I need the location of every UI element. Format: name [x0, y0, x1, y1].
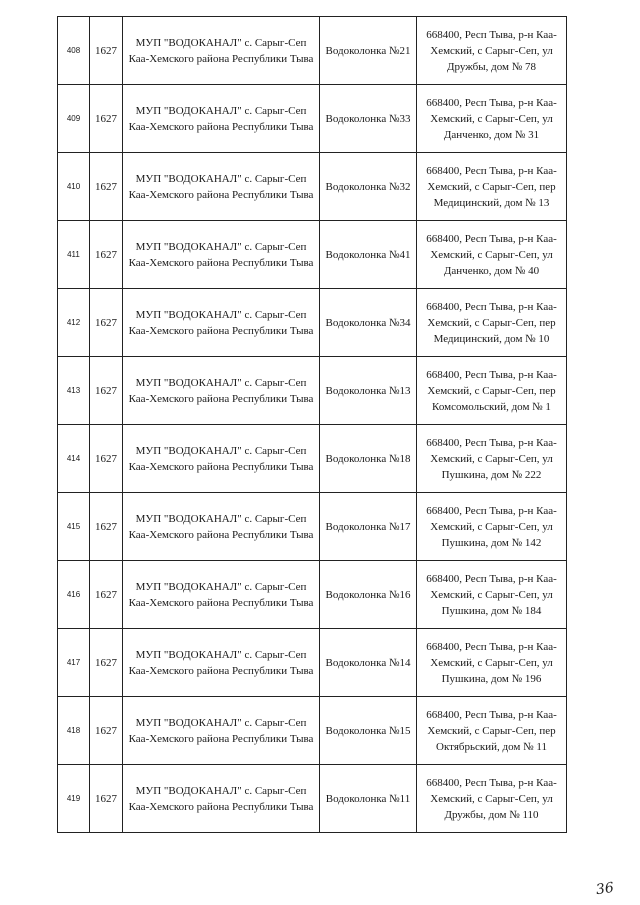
registry-table-body: [58, 17, 567, 833]
row-address: 668400, Респ Тыва, р-н Каа-Хемский, с Сарыг-Сеп, ул Дружбы, дом № 110: [417, 765, 567, 833]
row-owner: МУП "ВОДОКАНАЛ" с. Сарыг-Сеп Каа-Хемского района Республики Тыва: [123, 17, 320, 85]
row-address: 668400, Респ Тыва, р-н Каа-Хемский, с Сарыг-Сеп, пер Медицинский, дом № 10: [417, 289, 567, 357]
row-number: 410: [58, 153, 90, 221]
row-address: 668400, Респ Тыва, р-н Каа-Хемский, с Сарыг-Сеп, ул Пушкина, дом № 142: [417, 493, 567, 561]
row-owner: МУП "ВОДОКАНАЛ" с. Сарыг-Сеп Каа-Хемского района Республики Тыва: [123, 153, 320, 221]
table-row: [58, 357, 567, 425]
table-row: [58, 425, 567, 493]
row-address: 668400, Респ Тыва, р-н Каа-Хемский, с Сарыг-Сеп, пер Октябрьский, дом № 11: [417, 697, 567, 765]
row-object: Водоколонка №18: [320, 425, 417, 493]
row-code: 1627: [90, 221, 123, 289]
row-object: Водоколонка №16: [320, 561, 417, 629]
row-address: 668400, Респ Тыва, р-н Каа-Хемский, с Сарыг-Сеп, ул Данченко, дом № 40: [417, 221, 567, 289]
table-row: [58, 765, 567, 833]
table-row: [58, 629, 567, 697]
row-object: Водоколонка №14: [320, 629, 417, 697]
table-row: [58, 493, 567, 561]
row-number: 411: [58, 221, 90, 289]
row-code: 1627: [90, 629, 123, 697]
row-code: 1627: [90, 289, 123, 357]
row-number: 409: [58, 85, 90, 153]
row-owner: МУП "ВОДОКАНАЛ" с. Сарыг-Сеп Каа-Хемского района Республики Тыва: [123, 85, 320, 153]
row-code: 1627: [90, 357, 123, 425]
row-code: 1627: [90, 85, 123, 153]
row-owner: МУП "ВОДОКАНАЛ" с. Сарыг-Сеп Каа-Хемского района Республики Тыва: [123, 357, 320, 425]
row-object: Водоколонка №32: [320, 153, 417, 221]
row-object: Водоколонка №41: [320, 221, 417, 289]
table-row: [58, 561, 567, 629]
row-owner: МУП "ВОДОКАНАЛ" с. Сарыг-Сеп Каа-Хемского района Республики Тыва: [123, 765, 320, 833]
row-number: 416: [58, 561, 90, 629]
row-object: Водоколонка №13: [320, 357, 417, 425]
row-number: 412: [58, 289, 90, 357]
row-owner: МУП "ВОДОКАНАЛ" с. Сарыг-Сеп Каа-Хемского района Республики Тыва: [123, 493, 320, 561]
table-row: [58, 153, 567, 221]
handwritten-page-number: 36: [595, 879, 616, 899]
row-owner: МУП "ВОДОКАНАЛ" с. Сарыг-Сеп Каа-Хемского района Республики Тыва: [123, 425, 320, 493]
row-code: 1627: [90, 493, 123, 561]
row-number: 415: [58, 493, 90, 561]
row-object: Водоколонка №17: [320, 493, 417, 561]
row-address: 668400, Респ Тыва, р-н Каа-Хемский, с Сарыг-Сеп, ул Пушкина, дом № 196: [417, 629, 567, 697]
row-number: 413: [58, 357, 90, 425]
row-object: Водоколонка №33: [320, 85, 417, 153]
row-code: 1627: [90, 765, 123, 833]
row-address: 668400, Респ Тыва, р-н Каа-Хемский, с Сарыг-Сеп, ул Дружбы, дом № 78: [417, 17, 567, 85]
row-number: 419: [58, 765, 90, 833]
registry-table: [57, 16, 567, 833]
row-address: 668400, Респ Тыва, р-н Каа-Хемский, с Сарыг-Сеп, пер Комсомольский, дом № 1: [417, 357, 567, 425]
row-address: 668400, Респ Тыва, р-н Каа-Хемский, с Сарыг-Сеп, ул Пушкина, дом № 184: [417, 561, 567, 629]
row-code: 1627: [90, 153, 123, 221]
row-owner: МУП "ВОДОКАНАЛ" с. Сарыг-Сеп Каа-Хемского района Республики Тыва: [123, 289, 320, 357]
row-address: 668400, Респ Тыва, р-н Каа-Хемский, с Сарыг-Сеп, пер Медицинский, дом № 13: [417, 153, 567, 221]
row-code: 1627: [90, 17, 123, 85]
table-row: [58, 289, 567, 357]
row-number: 417: [58, 629, 90, 697]
row-object: Водоколонка №34: [320, 289, 417, 357]
row-owner: МУП "ВОДОКАНАЛ" с. Сарыг-Сеп Каа-Хемского района Республики Тыва: [123, 697, 320, 765]
row-code: 1627: [90, 697, 123, 765]
row-object: Водоколонка №15: [320, 697, 417, 765]
row-address: 668400, Респ Тыва, р-н Каа-Хемский, с Сарыг-Сеп, ул Пушкина, дом № 222: [417, 425, 567, 493]
table-row: [58, 221, 567, 289]
row-code: 1627: [90, 425, 123, 493]
table-row: [58, 697, 567, 765]
row-owner: МУП "ВОДОКАНАЛ" с. Сарыг-Сеп Каа-Хемского района Республики Тыва: [123, 561, 320, 629]
row-owner: МУП "ВОДОКАНАЛ" с. Сарыг-Сеп Каа-Хемского района Республики Тыва: [123, 629, 320, 697]
row-code: 1627: [90, 561, 123, 629]
row-number: 408: [58, 17, 90, 85]
registry-table-container: [57, 16, 566, 833]
table-row: [58, 17, 567, 85]
row-object: Водоколонка №11: [320, 765, 417, 833]
row-number: 418: [58, 697, 90, 765]
row-number: 414: [58, 425, 90, 493]
row-owner: МУП "ВОДОКАНАЛ" с. Сарыг-Сеп Каа-Хемского района Республики Тыва: [123, 221, 320, 289]
table-row: [58, 85, 567, 153]
row-object: Водоколонка №21: [320, 17, 417, 85]
row-address: 668400, Респ Тыва, р-н Каа-Хемский, с Сарыг-Сеп, ул Данченко, дом № 31: [417, 85, 567, 153]
